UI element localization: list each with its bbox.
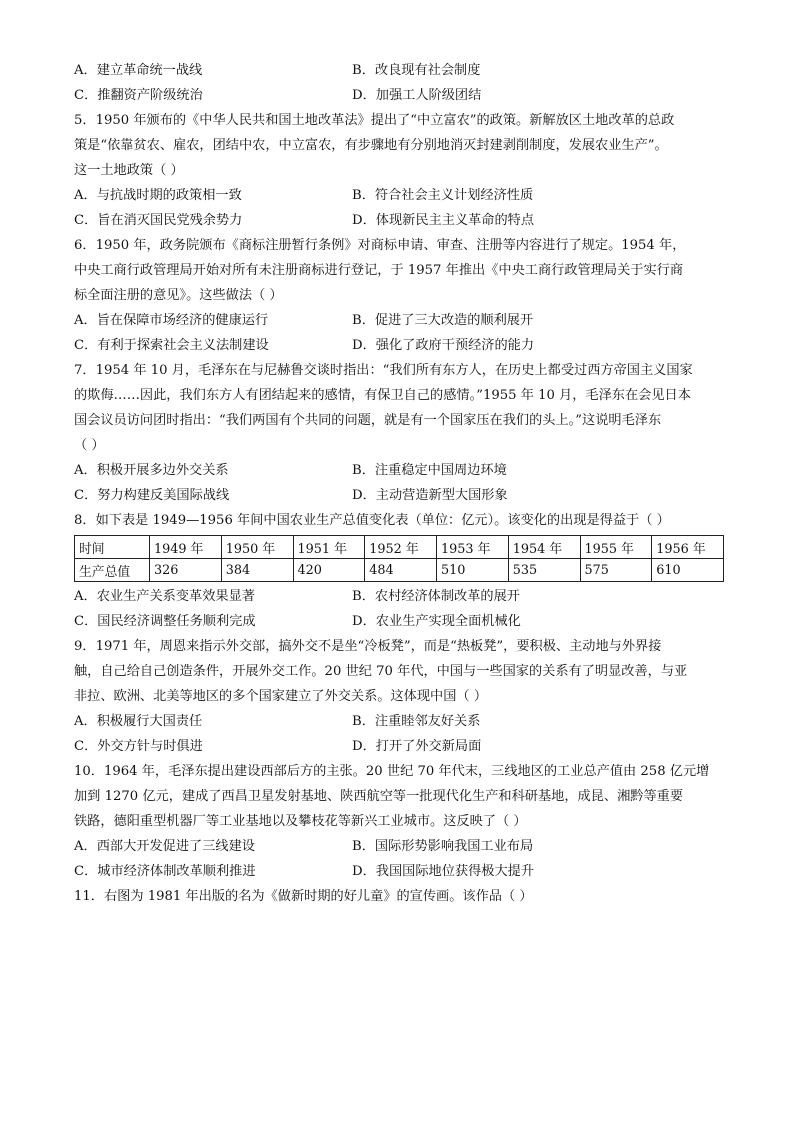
q8-header-cell: 1954 年 xyxy=(508,536,580,559)
q4-option-d[interactable]: D．加强工人阶级团结 xyxy=(352,88,482,103)
q8-header-cell: 1953 年 xyxy=(437,536,509,559)
q9-stem-line-1: 9．1971 年，周恩来指示外交部，搞外交不是坐“冷板凳”，而是“热板凳”，要积极、主动地与外界接 xyxy=(74,639,662,654)
q8-value-cell: 484 xyxy=(365,559,437,582)
q8-table-value-row xyxy=(75,559,724,582)
q7-stem-line-2: 的欺侮……因此，我们东方人有团结起来的感情，有保卫自己的感情。”1955 年 10 月，毛泽东在会见日本 xyxy=(74,388,691,403)
q8-table xyxy=(74,535,724,582)
q7-options-row-1 xyxy=(74,458,724,483)
q10-options-row-2 xyxy=(74,859,724,884)
q10-option-d[interactable]: D．我国国际地位获得极大提升 xyxy=(352,864,535,879)
q6-option-b[interactable]: B．促进了三大改造的顺利展开 xyxy=(352,313,534,328)
q7-stem-line-3: 国会议员访问团时指出：“我们两国有个共同的问题，就是有一个国家压在我们的头上。”这说明毛泽东 xyxy=(74,413,662,428)
q7-option-c[interactable]: C．努力构建反美国际战线 xyxy=(74,488,230,503)
q8-value-cell: 535 xyxy=(508,559,580,582)
q9-stem-line-2: 触，自己给自己创造条件，开展外交工作。20 世纪 70 年代，中国与一些国家的关系有了明显改善，与亚 xyxy=(74,664,688,679)
q10-option-b[interactable]: B．国际形势影响我国工业布局 xyxy=(352,839,534,854)
q4-options-row-1 xyxy=(74,58,724,83)
q10-stem-line-2: 加到 1270 亿元，建成了西昌卫星发射基地、陕西航空等一批现代化生产和科研基地，成昆、湘黔等重要 xyxy=(74,789,684,804)
q8-value-cell: 575 xyxy=(580,559,652,582)
q8-value-cell: 610 xyxy=(652,559,724,582)
q7-option-a[interactable]: A．积极开展多边外交关系 xyxy=(74,463,229,478)
q8-header-cell: 1951 年 xyxy=(293,536,365,559)
q5-stem-line-3: 这一土地政策（ ） xyxy=(74,163,184,178)
q9-options-row-1 xyxy=(74,709,724,734)
q8-header-cell: 时间 xyxy=(75,536,150,559)
q6-stem-line-2: 中央工商行政管理局开始对所有未注册商标进行登记，于 1957 年推出《中央工商行政管理局关于实行商 xyxy=(74,263,684,278)
q7-stem-line-4: （ ） xyxy=(74,438,105,453)
q8-option-b[interactable]: B．农村经济体制改革的展开 xyxy=(352,589,520,604)
q8-options-row-1 xyxy=(74,584,724,609)
q5-options-row-2 xyxy=(74,208,724,233)
q5-option-b[interactable]: B．符合社会主义计划经济性质 xyxy=(352,188,534,203)
q8-header-cell: 1955 年 xyxy=(580,536,652,559)
q8-header-cell: 1952 年 xyxy=(365,536,437,559)
q7-option-d[interactable]: D．主动营造新型大国形象 xyxy=(352,488,508,503)
q8-header-cell: 1949 年 xyxy=(150,536,222,559)
q9-option-d[interactable]: D．打开了外交新局面 xyxy=(352,739,482,754)
q9-stem-line-3: 非拉、欧洲、北美等地区的多个国家建立了外交关系。这体现中国（ ） xyxy=(74,689,488,704)
q8-value-cell: 510 xyxy=(437,559,509,582)
q8-header-cell: 1950 年 xyxy=(221,536,293,559)
q4-option-a[interactable]: A．建立革命统一战线 xyxy=(74,63,203,78)
q5-option-d[interactable]: D．体现新民主主义革命的特点 xyxy=(352,213,535,228)
q5-option-c[interactable]: C．旨在消灭国民党残余势力 xyxy=(74,213,243,228)
q5-stem-line-1: 5．1950 年颁布的《中华人民共和国土地改革法》提出了“中立富农”的政策。新解放区土地改革的总政 xyxy=(74,113,675,128)
q10-options-row-1 xyxy=(74,834,724,859)
q8-value-cell: 326 xyxy=(150,559,222,582)
q10-option-a[interactable]: A．西部大开发促进了三线建设 xyxy=(74,839,255,854)
q10-stem-line-1: 10．1964 年，毛泽东提出建设西部后方的主张。20 世纪 70 年代末，三线地区的工业总产值由 258 亿元增 xyxy=(74,764,710,779)
q9-option-b[interactable]: B．注重睦邻友好关系 xyxy=(352,714,481,729)
q8-option-a[interactable]: A．农业生产关系变革效果显著 xyxy=(74,589,255,604)
q8-options-row-2 xyxy=(74,609,724,634)
q8-option-d[interactable]: D．农业生产实现全面机械化 xyxy=(352,614,521,629)
q9-options-row-2 xyxy=(74,734,724,759)
q8-header-cell: 1956 年 xyxy=(652,536,724,559)
q8-option-c[interactable]: C．国民经济调整任务顺利完成 xyxy=(74,614,256,629)
q8-value-cell: 生产总值 xyxy=(75,559,150,582)
q7-options-row-2 xyxy=(74,483,724,508)
q7-option-b[interactable]: B．注重稳定中国周边环境 xyxy=(352,463,507,478)
q9-option-c[interactable]: C．外交方针与时俱进 xyxy=(74,739,203,754)
q8-value-cell: 384 xyxy=(221,559,293,582)
q8-table-header-row xyxy=(75,536,724,559)
q6-options-row-2 xyxy=(74,333,724,358)
q5-options-row-1 xyxy=(74,183,724,208)
q10-option-c[interactable]: C．城市经济体制改革顺利推进 xyxy=(74,864,256,879)
q6-options-row-1 xyxy=(74,308,724,333)
q8-stem: 8．如下表是 1949—1956 年间中国农业生产总值变化表（单位：亿元）。该变化的出现是得益于（ ） xyxy=(74,513,670,528)
q4-option-b[interactable]: B．改良现有社会制度 xyxy=(352,63,481,78)
q4-option-c[interactable]: C．推翻资产阶级统治 xyxy=(74,88,203,103)
q7-stem-line-1: 7．1954 年 10 月，毛泽东在与尼赫鲁交谈时指出：“我们所有东方人，在历史上都受过西方帝国主义国家 xyxy=(74,363,693,378)
q6-stem-line-1: 6．1950 年，政务院颁布《商标注册暂行条例》对商标申请、审查、注册等内容进行了规定。1954 年， xyxy=(74,238,686,253)
q10-stem-line-3: 铁路，德阳重型机器厂等工业基地以及攀枝花等新兴工业城市。这反映了（ ） xyxy=(74,814,527,829)
q6-option-c[interactable]: C．有利于探索社会主义法制建设 xyxy=(74,338,269,353)
q4-options-row-2 xyxy=(74,83,724,108)
q6-option-a[interactable]: A．旨在保障市场经济的健康运行 xyxy=(74,313,269,328)
q6-stem-line-3: 标全面注册的意见》。这些做法（ ） xyxy=(74,288,283,303)
q9-option-a[interactable]: A．积极履行大国责任 xyxy=(74,714,203,729)
q8-value-cell: 420 xyxy=(293,559,365,582)
q5-stem-line-2: 策是“依靠贫农、雇农，团结中农，中立富农，有步骤地有分别地消灭封建剥削制度，发展农业生产”。 xyxy=(74,138,668,153)
q6-option-d[interactable]: D．强化了政府干预经济的能力 xyxy=(352,338,535,353)
q5-option-a[interactable]: A．与抗战时期的政策相一致 xyxy=(74,188,242,203)
q11-stem-line-1: 11．右图为 1981 年出版的名为《做新时期的好儿童》的宣传画。该作品（ ） xyxy=(74,889,533,904)
exam-page xyxy=(74,58,724,909)
